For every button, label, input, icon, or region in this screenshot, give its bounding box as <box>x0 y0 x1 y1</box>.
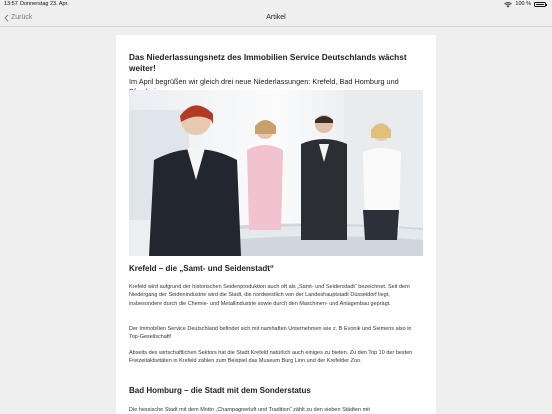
section-title-bad-homburg: Bad Homburg – die Stadt mit dem Sonderstatus <box>129 386 311 395</box>
paragraph-krefeld-3: Abseits des wirtschaftlichen Sektors hat die Stadt Krefeld natürlich auch einiges zu bieten. Zu den Top 10 der besten Freizeitaktivitäten in Krefeld zählen zum Beispiel das Museum Burg Linn und der Krefelder Zoo. <box>129 350 413 365</box>
battery-icon <box>534 2 546 7</box>
paragraph-bad-homburg-1: Die hessische Stadt mit dem Motto „Champagnerluft und Tradition“ zählt zu den sieben Städten mit <box>129 407 370 413</box>
section-title-krefeld: Krefeld – die „Samt- und Seidenstadt“ <box>129 264 274 273</box>
article-hero-image <box>129 90 423 256</box>
wifi-icon <box>504 2 512 8</box>
status-date: Donnerstag 23. Apr. <box>20 1 69 7</box>
article-intro: Im April begrüßen wir gleich drei neue Niederlassungen: Krefeld, Bad Homburg und <box>129 77 399 86</box>
battery-fill <box>536 4 545 6</box>
article-card <box>116 35 436 414</box>
page-title: Artikel <box>266 14 286 21</box>
battery-percent: 100 % <box>515 1 531 7</box>
status-right <box>504 0 546 9</box>
navigation-bar <box>0 9 552 27</box>
team-photo <box>129 90 423 256</box>
status-time: 13:57 <box>4 1 18 7</box>
paragraph-krefeld-2: Der Immobilien Service Deutschland befindet sich mit namhaften Unternehmen wie z. B Evonik und Siemens also in Top-Gesellschaft! <box>129 326 412 341</box>
article-headline: Das Niederlassungsnetz des Immobilien Service Deutschlands wächst weiter! <box>129 52 407 73</box>
paragraph-krefeld-1: Krefeld wird aufgrund der historischen Seidenproduktion auch oft als „Samt- und Seidenstadt“ bezeichnet. Seit dem Niedergang der Seidenindustrie wird die Stadt, die nordwestlich von der Landeshauptstadt Düsseldorf liegt, insbesondere durch die Chemie- und Metallindustrie sowie durch den Maschinen- und Anlagenbau geprägt. <box>129 284 410 307</box>
back-label: Zurück <box>11 14 33 21</box>
status-bar <box>0 0 552 9</box>
